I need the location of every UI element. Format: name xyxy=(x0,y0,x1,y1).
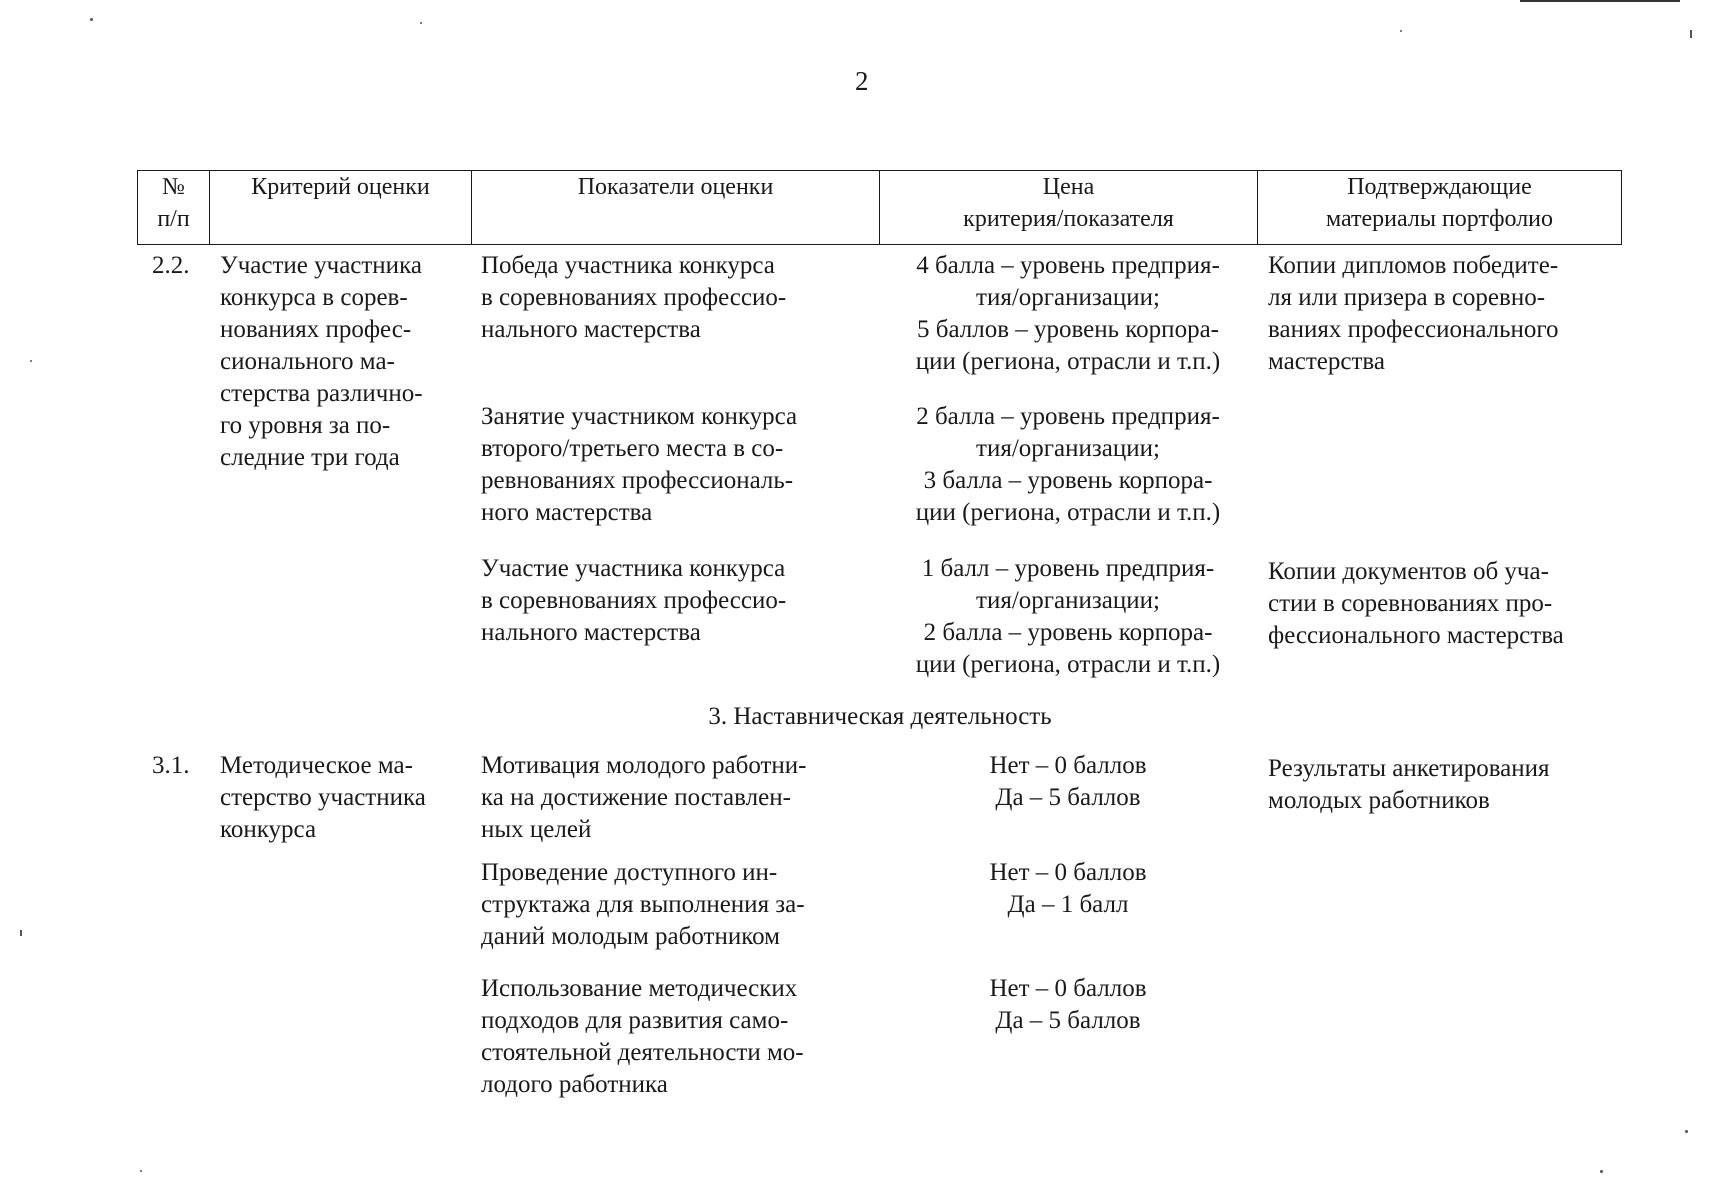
materials-text: Копии документов об уча- стии в соревнованиях про- фессионального мастерства xyxy=(1268,558,1564,649)
indicator-text: Занятие участником конкурса второго/третьего места в со- ревнованиях профессиональ- ного мастерства xyxy=(481,403,798,526)
price-text: Нет – 0 баллов Да – 5 баллов xyxy=(989,752,1147,811)
header-materials: Подтверждающие материалы портфолио xyxy=(1258,171,1622,245)
indicator-text: Использование методических подходов для развития само- стоятельной деятельности мо- лодого работника xyxy=(481,975,804,1098)
header-criterion: Критерий оценки xyxy=(210,171,472,245)
row-number: 3.1. xyxy=(152,752,190,779)
indicator-text: Мотивация молодого работни- ка на достижение поставлен- ных целей xyxy=(481,752,807,843)
header-num: № п/п xyxy=(138,171,210,245)
price-text: 1 балл – уровень предприя- тия/организации; 2 балла – уровень корпора- ции (региона, отрасли и т.п.) xyxy=(915,555,1221,678)
indicator-text: Участие участника конкурса в соревнованиях профессио- нального мастерства xyxy=(481,555,787,646)
criterion-text: Методическое ма- стерство участника конкурса xyxy=(220,752,426,843)
page-number: 2 xyxy=(855,66,869,96)
header-price: Цена критерия/показателя xyxy=(880,171,1258,245)
criterion-text: Участие участника конкурса в сорев- нованиях профес- сионального ма- стерства различно- го уровня за по- следние три года xyxy=(220,252,423,471)
section-title: 3. Наставническая деятельность xyxy=(708,703,1052,730)
price-text: 2 балла – уровень предприя- тия/организации; 3 балла – уровень корпора- ции (региона, отрасли и т.п.) xyxy=(915,403,1221,526)
materials-text: Результаты анкетирования молодых работников xyxy=(1268,755,1550,814)
price-text: Нет – 0 баллов Да – 1 балл xyxy=(989,859,1147,918)
header-indicators: Показатели оценки xyxy=(472,171,880,245)
table-header xyxy=(137,170,1622,245)
materials-text: Копии дипломов победите- ля или призера в соревно- ваниях профессионального мастерства xyxy=(1268,252,1559,375)
indicator-text: Победа участника конкурса в соревнованиях профессио- нального мастерства xyxy=(481,252,787,343)
row-number: 2.2. xyxy=(152,252,190,279)
price-text: 4 балла – уровень предприя- тия/организации; 5 баллов – уровень корпора- ции (региона, отрасли и т.п.) xyxy=(915,252,1221,375)
indicator-text: Проведение доступного ин- структажа для выполнения за- даний молодым работником xyxy=(481,859,805,950)
price-text: Нет – 0 баллов Да – 5 баллов xyxy=(989,975,1147,1034)
